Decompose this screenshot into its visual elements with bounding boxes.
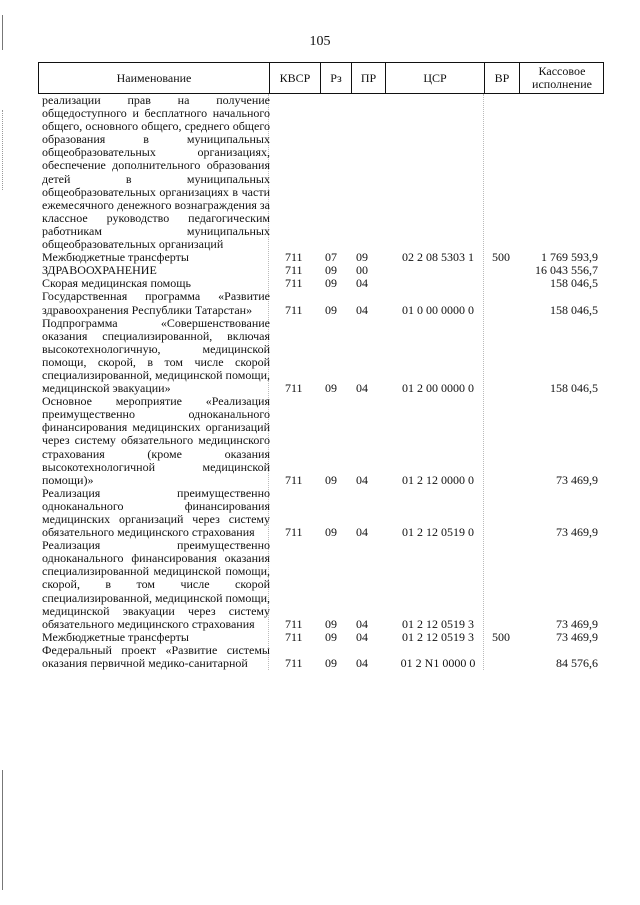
row-rz: 09 <box>325 263 337 278</box>
row-sum: 158 046,5 <box>550 302 598 317</box>
row-name: Государственная программа «Развитие здравоохранения Республики Татарстан» <box>42 289 270 317</box>
row-sum: 158 046,5 <box>550 276 598 291</box>
row-vr: 500 <box>492 250 510 265</box>
row-pr: 00 <box>356 263 368 278</box>
row-sum: 73 469,9 <box>556 616 598 631</box>
page-number: 105 <box>309 34 331 49</box>
row-rz: 09 <box>325 302 337 317</box>
row-rz: 09 <box>325 472 337 487</box>
table-row <box>38 94 604 251</box>
column-header-rz: Рз <box>330 70 342 85</box>
row-sum: 1 769 593,9 <box>541 250 598 265</box>
row-pr: 04 <box>356 656 368 671</box>
row-sum: 84 576,6 <box>556 656 598 671</box>
row-kvsr: 711 <box>285 250 303 265</box>
table-header <box>38 62 604 94</box>
row-csr: 01 2 12 0000 0 <box>402 472 474 487</box>
row-pr: 09 <box>356 250 368 265</box>
row-name: ЗДРАВООХРАНЕНИЕ <box>42 263 157 278</box>
row-rz: 09 <box>325 381 337 396</box>
row-name: Федеральный проект «Развитие системы оказания первичной медико-санитарной <box>42 642 270 671</box>
row-sum: 73 469,9 <box>556 525 598 540</box>
row-csr: 01 2 12 0519 3 <box>402 629 474 644</box>
row-kvsr: 711 <box>285 381 303 396</box>
scan-edge-mark <box>2 770 5 890</box>
scan-edge-mark <box>2 110 5 190</box>
row-sum: 158 046,5 <box>550 381 598 396</box>
row-csr: 01 0 00 0000 0 <box>402 302 474 317</box>
row-sum: 73 469,9 <box>556 629 598 644</box>
row-kvsr: 711 <box>285 656 303 671</box>
row-pr: 04 <box>356 629 368 644</box>
row-sum: 16 043 556,7 <box>535 263 598 278</box>
row-csr: 01 2 00 0000 0 <box>402 381 474 396</box>
row-csr: 02 2 08 5303 1 <box>402 250 474 265</box>
table-row <box>38 395 604 487</box>
row-kvsr: 711 <box>285 629 303 644</box>
row-kvsr: 711 <box>285 472 303 487</box>
row-pr: 04 <box>356 302 368 317</box>
row-kvsr: 711 <box>285 616 303 631</box>
row-csr: 01 2 N1 0000 0 <box>400 656 476 671</box>
column-header-pr: ПР <box>360 70 377 85</box>
row-csr: 01 2 12 0519 3 <box>402 616 474 631</box>
row-vr: 500 <box>492 629 510 644</box>
row-name: Реализация преимущественно одноканального финансирования медицинских организаций через систему обязательного медицинского страхования <box>42 485 270 540</box>
column-header-csr: ЦСР <box>423 70 447 85</box>
column-header-name: Наименование <box>116 70 192 85</box>
row-name: Межбюджетные трансферты <box>42 629 189 644</box>
row-sum: 73 469,9 <box>556 472 598 487</box>
row-kvsr: 711 <box>285 525 303 540</box>
table-row <box>38 290 604 316</box>
row-pr: 04 <box>356 525 368 540</box>
row-pr: 04 <box>356 276 368 291</box>
row-name: Межбюджетные трансферты <box>42 250 189 265</box>
row-rz: 09 <box>325 525 337 540</box>
table-row <box>38 644 604 670</box>
table-body <box>38 94 604 670</box>
row-name: Реализация преимущественно одноканального финансирования оказания специализированной медицинской помощи, скорой, в том числе скорой специализированной, медицинской помощи, медицинской эвакуации через систему обязательного медицинского страхования <box>42 538 270 631</box>
row-name: Скорая медицинская помощь <box>42 276 191 291</box>
row-rz: 07 <box>325 250 337 265</box>
column-header-vr: ВР <box>494 70 510 85</box>
row-name: Основное мероприятие «Реализация преимущественно одноканального финансирования медицинских организаций через систему обязательного медицинского страхования (кроме оказания высокотехнологичной медицинской помощи)» <box>42 394 270 487</box>
row-rz: 09 <box>325 629 337 644</box>
table-row <box>38 317 604 396</box>
row-name: реализации прав на получение общедоступного и бесплатного начального общего, основного общего, среднего общего образования в муниципальных общеобразовательных организациях, обеспечение дополнительного образования детей в муниципальных общеобразовательных организациях в части ежемесячного денежного вознаграждения за классное руководство педагогическим работникам муниципальных общеобразовательных организаций <box>42 93 270 252</box>
table-row <box>38 539 604 631</box>
row-rz: 09 <box>325 276 337 291</box>
row-rz: 09 <box>325 656 337 671</box>
row-name: Подпрограмма «Совершенствование оказания специализированной, включая высокотехнологичную, медицинской помощи, скорой, в том числе скорой специализированной, медицинской помощи, медицинской эвакуации» <box>42 315 270 396</box>
row-kvsr: 711 <box>285 263 303 278</box>
table-row <box>38 631 604 644</box>
row-pr: 04 <box>356 472 368 487</box>
row-pr: 04 <box>356 616 368 631</box>
column-header-sum: Кассовое исполнение <box>532 64 592 91</box>
table-row <box>38 487 604 539</box>
row-rz: 09 <box>325 616 337 631</box>
row-kvsr: 711 <box>285 276 303 291</box>
column-header-kvsr: КВСР <box>279 70 311 85</box>
row-pr: 04 <box>356 381 368 396</box>
row-csr: 01 2 12 0519 0 <box>402 525 474 540</box>
row-kvsr: 711 <box>285 302 303 317</box>
